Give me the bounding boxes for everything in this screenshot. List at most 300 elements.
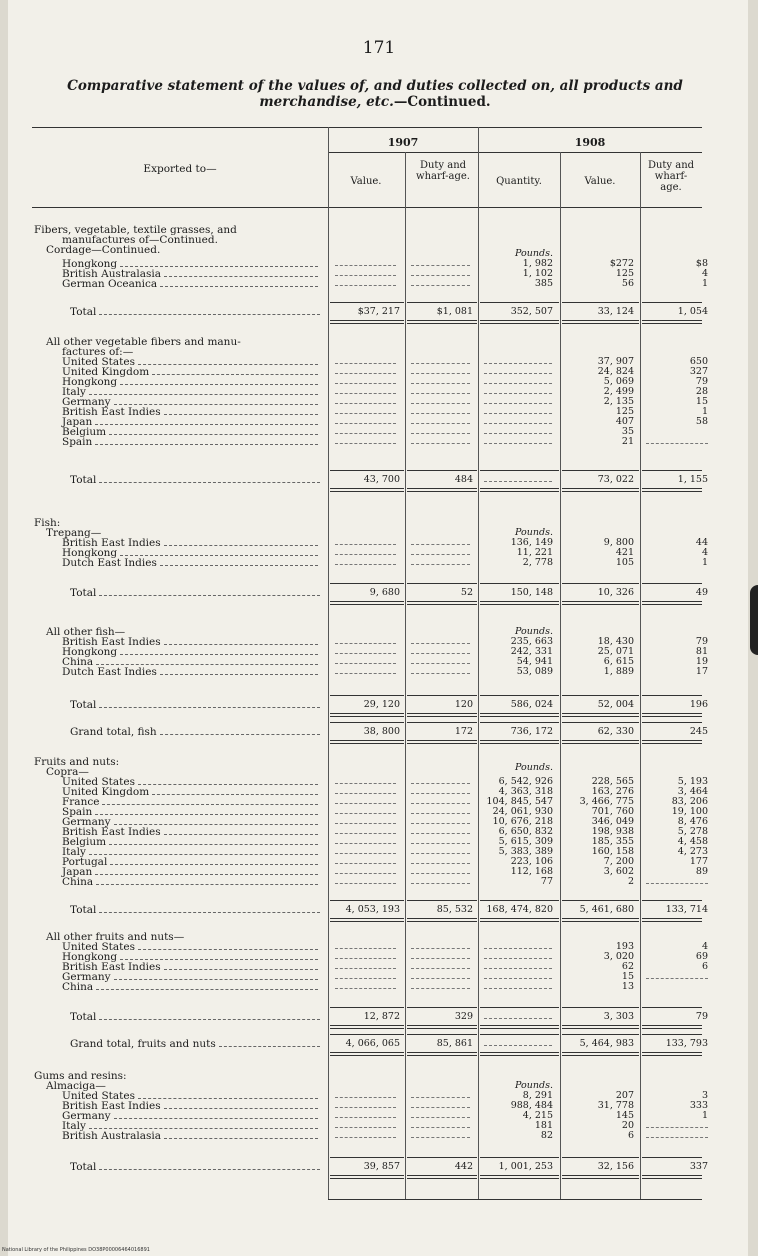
- cell-v2: 62, 330: [597, 726, 634, 737]
- row-label: British East Indies: [62, 1100, 161, 1112]
- cell-q: Pounds.: [515, 626, 553, 637]
- row-label: France: [62, 796, 100, 808]
- total-rule-above: [562, 1034, 639, 1035]
- cell-dw: 85, 532: [436, 904, 473, 915]
- leader-dots: [160, 565, 318, 566]
- total-row-label: Total: [70, 1161, 97, 1173]
- total-rule-above: [330, 302, 404, 303]
- footer-credit: National Library of the Philippines DO38P00006464016891: [2, 1247, 150, 1253]
- empty-cell-dash: [411, 413, 470, 414]
- empty-cell-dash: [335, 423, 396, 424]
- cell-q: 5, 615, 309: [498, 836, 553, 847]
- empty-cell-dash: [484, 958, 552, 959]
- leader-dots: [120, 384, 318, 385]
- row-label: All other vegetable fibers and manu-: [46, 336, 241, 348]
- total-rule-above: [330, 583, 404, 584]
- title-continued: —Continued.: [393, 94, 491, 110]
- empty-cell-dash: [411, 1097, 470, 1098]
- total-rule-below: [480, 918, 559, 922]
- cell-v2: 21: [621, 436, 634, 447]
- total-row-label: Total: [70, 587, 97, 599]
- row-label: Copra—: [46, 766, 89, 778]
- leader-dots: [160, 734, 320, 735]
- row-label: Italy: [62, 1120, 86, 1132]
- empty-cell-dash: [335, 1097, 396, 1098]
- row-label: British East Indies: [62, 537, 161, 549]
- row-label: Almaciga—: [46, 1080, 106, 1092]
- row-label: Fruits and nuts:: [34, 756, 120, 768]
- leader-dots: [109, 844, 318, 845]
- empty-cell-dash: [484, 978, 552, 979]
- row-label: Germany: [62, 971, 111, 983]
- leader-dots: [138, 1098, 318, 1099]
- header-year-1907: 1907: [387, 136, 419, 149]
- cell-q: 112, 168: [510, 866, 553, 877]
- total-rule-above: [480, 1157, 559, 1158]
- empty-cell-dash: [484, 403, 552, 404]
- empty-cell-dash: [411, 968, 470, 969]
- cell-q: Pounds.: [515, 762, 553, 773]
- cell-d2: 177: [689, 856, 708, 867]
- total-row-label: Total: [70, 1011, 97, 1023]
- total-rule-below: [407, 1052, 477, 1056]
- cell-dw: 442: [454, 1161, 473, 1172]
- row-label: Italy: [62, 846, 86, 858]
- row-label: Fibers, vegetable, textile grasses, and: [34, 224, 237, 236]
- total-rule-below: [407, 713, 477, 717]
- empty-cell-dash: [411, 443, 470, 444]
- row-label: United States: [62, 1090, 135, 1102]
- empty-cell-dash: [335, 783, 396, 784]
- total-rule-below: [642, 1025, 702, 1029]
- leader-dots: [114, 1118, 318, 1119]
- cell-v2: 10, 326: [597, 587, 634, 598]
- total-rule-below: [330, 740, 404, 744]
- cell-d2: 79: [695, 636, 708, 647]
- cell-v2: 2, 499: [603, 386, 634, 397]
- cell-d2: 333: [689, 1100, 708, 1111]
- empty-cell-dash: [335, 1117, 396, 1118]
- cell-d2: 44: [695, 537, 708, 548]
- total-rule-below: [642, 918, 702, 922]
- total-rule-above: [480, 722, 559, 723]
- cell-q: Pounds.: [515, 527, 553, 538]
- cell-q: 4, 363, 318: [498, 786, 553, 797]
- cell-v2: 56: [621, 278, 634, 289]
- total-rule-below: [407, 488, 477, 492]
- row-label: Belgium: [62, 426, 107, 438]
- leader-dots: [96, 884, 318, 885]
- row-label: British East Indies: [62, 961, 161, 973]
- cell-v2: 105: [615, 557, 634, 568]
- cell-q: 8, 291: [522, 1090, 553, 1101]
- empty-cell-dash: [335, 958, 396, 959]
- cell-q: 1, 102: [522, 268, 553, 279]
- total-rule-above: [642, 1034, 702, 1035]
- total-rule-below: [330, 713, 404, 717]
- cell-v: 29, 120: [363, 699, 400, 710]
- row-label: Belgium: [62, 836, 107, 848]
- total-rule-above: [330, 1007, 404, 1008]
- cell-d2: 79: [695, 1011, 708, 1022]
- row-label: United States: [62, 776, 135, 788]
- total-rule-above: [562, 722, 639, 723]
- total-rule-below: [407, 918, 477, 922]
- empty-cell-dash: [335, 793, 396, 794]
- cell-d2: 28: [695, 386, 708, 397]
- cell-q: Pounds.: [515, 1080, 553, 1091]
- empty-cell-dash: [335, 1127, 396, 1128]
- cell-d2: 4: [701, 941, 708, 952]
- cell-q: 736, 172: [510, 726, 553, 737]
- cell-q: 352, 507: [510, 306, 553, 317]
- cell-d2: 4: [701, 547, 708, 558]
- total-rule-below: [330, 601, 404, 605]
- empty-cell-dash: [335, 564, 396, 565]
- row-label: Hongkong: [62, 547, 118, 559]
- total-rule-below: [562, 1025, 639, 1029]
- header-duty-1907: Duty and wharf-age.: [416, 160, 470, 182]
- cell-d2: 337: [689, 1161, 708, 1172]
- total-rule-above: [407, 722, 477, 723]
- leader-dots: [102, 804, 318, 805]
- cell-v2: 2, 135: [603, 396, 634, 407]
- cell-v2: 52, 004: [597, 699, 634, 710]
- total-rule-above: [562, 583, 639, 584]
- cell-v: 43, 700: [363, 474, 400, 485]
- cell-d2: 3: [701, 1090, 708, 1101]
- total-rule-above: [330, 695, 404, 696]
- total-rule-below: [480, 1052, 559, 1056]
- leader-dots: [160, 286, 318, 287]
- empty-cell-dash: [411, 863, 470, 864]
- cell-q: 1, 001, 253: [498, 1161, 553, 1172]
- cell-q: 6, 542, 926: [498, 776, 553, 787]
- empty-cell-dash: [335, 853, 396, 854]
- empty-cell-dash: [411, 843, 470, 844]
- col-rule-4: [560, 152, 561, 1200]
- row-label: Spain: [62, 806, 93, 818]
- cell-d2: 79: [695, 376, 708, 387]
- total-rule-above: [330, 470, 404, 471]
- total-rule-above: [562, 470, 639, 471]
- cell-d2: 4, 273: [677, 846, 708, 857]
- leader-dots: [99, 482, 320, 483]
- empty-cell-dash: [484, 423, 552, 424]
- leader-dots: [164, 276, 318, 277]
- total-rule-below: [480, 740, 559, 744]
- total-rule-below: [562, 740, 639, 744]
- cell-v2: 163, 276: [591, 786, 634, 797]
- empty-cell-dash: [411, 403, 470, 404]
- cell-d2: 4: [701, 268, 708, 279]
- empty-cell-dash: [411, 813, 470, 814]
- row-label: Hongkong: [62, 376, 118, 388]
- row-label: Japan: [62, 416, 93, 428]
- total-row-label: Grand total, fish: [70, 726, 157, 738]
- empty-cell-dash: [335, 544, 396, 545]
- total-rule-above: [407, 1157, 477, 1158]
- total-rule-below: [330, 1175, 404, 1179]
- empty-cell-dash: [335, 393, 396, 394]
- empty-cell-dash: [335, 1107, 396, 1108]
- leader-dots: [120, 266, 318, 267]
- cell-v: 4, 066, 065: [345, 1038, 400, 1049]
- empty-cell-dash: [411, 1107, 470, 1108]
- total-rule-below: [642, 320, 702, 324]
- total-rule-above: [407, 583, 477, 584]
- row-label: Italy: [62, 386, 86, 398]
- empty-cell-dash: [335, 978, 396, 979]
- cell-q: 223, 106: [510, 856, 553, 867]
- cell-v2: 3, 020: [603, 951, 634, 962]
- leader-dots: [152, 374, 318, 375]
- row-label: Fish:: [34, 517, 61, 529]
- row-label: United Kingdom: [62, 366, 150, 378]
- total-rule-below: [480, 601, 559, 605]
- cell-v: $37, 217: [357, 306, 400, 317]
- cell-v2: 421: [615, 547, 634, 558]
- leader-dots: [138, 364, 318, 365]
- leader-dots: [95, 874, 318, 875]
- row-label: factures of:—: [62, 346, 134, 358]
- row-label: Hongkong: [62, 646, 118, 658]
- row-label: Dutch East Indies: [62, 666, 157, 678]
- total-rule-below: [330, 1025, 404, 1029]
- empty-cell-dash: [484, 988, 552, 989]
- total-rule-above: [642, 900, 702, 901]
- empty-cell-dash: [484, 481, 552, 482]
- leader-dots: [164, 545, 318, 546]
- leader-dots: [114, 979, 318, 980]
- cell-dw: 172: [454, 726, 473, 737]
- empty-cell-dash: [411, 793, 470, 794]
- cell-d2: 5, 193: [677, 776, 708, 787]
- total-rule-below: [642, 1175, 702, 1179]
- cell-v2: $272: [609, 258, 634, 269]
- empty-cell-dash: [411, 948, 470, 949]
- empty-cell-dash: [335, 883, 396, 884]
- row-label: German Oceanica: [62, 278, 158, 290]
- leader-dots: [120, 555, 318, 556]
- header-rule-top: [32, 127, 702, 128]
- row-label: United States: [62, 941, 135, 953]
- leader-dots: [160, 674, 318, 675]
- empty-cell-dash: [335, 948, 396, 949]
- empty-cell-dash: [411, 373, 470, 374]
- total-rule-below: [330, 1052, 404, 1056]
- cell-q: 242, 331: [510, 646, 553, 657]
- leader-dots: [95, 444, 318, 445]
- cell-d2: 1, 155: [677, 474, 708, 485]
- row-label: Hongkong: [62, 951, 118, 963]
- cell-dw: $1, 081: [436, 306, 473, 317]
- cell-v: 9, 680: [369, 587, 400, 598]
- table-rule-bottom: [328, 1199, 702, 1200]
- leader-dots: [110, 864, 318, 865]
- row-label: All other fruits and nuts—: [46, 931, 185, 943]
- cell-v2: 407: [615, 416, 634, 427]
- leader-dots: [164, 414, 318, 415]
- cell-q: 988, 484: [510, 1100, 553, 1111]
- cell-q: 235, 663: [510, 636, 553, 647]
- empty-cell-dash: [411, 883, 470, 884]
- cell-q: 136, 149: [510, 537, 553, 548]
- total-rule-above: [407, 695, 477, 696]
- cell-v2: 31, 778: [597, 1100, 634, 1111]
- cell-v2: 33, 124: [597, 306, 634, 317]
- empty-cell-dash: [484, 433, 552, 434]
- cell-d2: 6: [701, 961, 708, 972]
- cell-d2: 1: [701, 278, 708, 289]
- cell-v: 39, 857: [363, 1161, 400, 1172]
- row-label: Hongkong: [62, 258, 118, 270]
- cell-v2: 6: [627, 1130, 634, 1141]
- empty-cell-dash: [335, 275, 396, 276]
- total-rule-above: [642, 695, 702, 696]
- total-rule-below: [642, 601, 702, 605]
- cell-q: 104, 845, 547: [486, 796, 553, 807]
- row-label: British East Indies: [62, 406, 161, 418]
- cell-d2: 1: [701, 557, 708, 568]
- leader-dots: [109, 434, 318, 435]
- total-rule-above: [642, 1157, 702, 1158]
- empty-cell-dash: [335, 663, 396, 664]
- col-rule-5: [640, 152, 641, 1200]
- empty-cell-dash: [646, 1127, 708, 1128]
- empty-cell-dash: [335, 813, 396, 814]
- empty-cell-dash: [335, 803, 396, 804]
- title-text: Comparative statement of the values of, and duties collected on, all products and merchandise, etc.: [67, 78, 683, 110]
- cell-q: 1, 982: [522, 258, 553, 269]
- total-rule-below: [407, 320, 477, 324]
- cell-v2: 5, 461, 680: [579, 904, 634, 915]
- cell-q: 150, 148: [510, 587, 553, 598]
- cell-d2: 196: [689, 699, 708, 710]
- cell-d2: 19, 100: [671, 806, 708, 817]
- empty-cell-dash: [646, 883, 708, 884]
- cell-dw: 85, 861: [436, 1038, 473, 1049]
- cell-d2: $8: [695, 258, 708, 269]
- header-quantity-1908: Quantity.: [496, 176, 542, 187]
- cell-q: 54, 941: [516, 656, 553, 667]
- cell-d2: 1: [701, 406, 708, 417]
- leader-dots: [120, 959, 318, 960]
- leader-dots: [99, 595, 320, 596]
- total-rule-above: [562, 1007, 639, 1008]
- leader-dots: [99, 314, 320, 315]
- cell-v2: 15: [621, 971, 634, 982]
- cell-q: 385: [534, 278, 553, 289]
- empty-cell-dash: [484, 1045, 552, 1046]
- empty-cell-dash: [335, 988, 396, 989]
- cell-v2: 9, 800: [603, 537, 634, 548]
- empty-cell-dash: [335, 443, 396, 444]
- total-rule-below: [330, 488, 404, 492]
- leader-dots: [96, 989, 318, 990]
- leader-dots: [114, 404, 318, 405]
- cell-v2: 62: [621, 961, 634, 972]
- cell-v2: 18, 430: [597, 636, 634, 647]
- leader-dots: [89, 394, 318, 395]
- empty-cell-dash: [335, 673, 396, 674]
- cell-q: 6, 650, 832: [498, 826, 553, 837]
- row-label: manufactures of—Continued.: [62, 234, 218, 246]
- total-rule-below: [562, 713, 639, 717]
- empty-cell-dash: [411, 544, 470, 545]
- cell-d2: 133, 714: [665, 904, 708, 915]
- cell-d2: 1, 054: [677, 306, 708, 317]
- total-rule-below: [407, 1175, 477, 1179]
- header-value-1908: Value.: [584, 176, 616, 187]
- col-rule-3: [478, 127, 479, 1200]
- cell-d2: 650: [689, 356, 708, 367]
- total-row-label: Total: [70, 904, 97, 916]
- total-rule-above: [407, 470, 477, 471]
- empty-cell-dash: [335, 433, 396, 434]
- empty-cell-dash: [411, 1117, 470, 1118]
- cell-v2: 198, 938: [591, 826, 634, 837]
- empty-cell-dash: [335, 643, 396, 644]
- cell-v2: 5, 069: [603, 376, 634, 387]
- total-rule-below: [562, 488, 639, 492]
- row-label: Germany: [62, 816, 111, 828]
- total-rule-above: [330, 1034, 404, 1035]
- total-row-label: Grand total, fruits and nuts: [70, 1038, 216, 1050]
- cell-q: 24, 061, 930: [492, 806, 553, 817]
- total-rule-above: [562, 695, 639, 696]
- page-number: 171: [362, 38, 396, 58]
- empty-cell-dash: [335, 363, 396, 364]
- leader-dots: [99, 707, 320, 708]
- empty-cell-dash: [484, 968, 552, 969]
- row-label: Dutch East Indies: [62, 557, 157, 569]
- cell-v2: 37, 907: [597, 356, 634, 367]
- leader-dots: [120, 654, 318, 655]
- cell-v: 12, 872: [363, 1011, 400, 1022]
- leader-dots: [89, 1128, 318, 1129]
- cell-v2: 2: [627, 876, 634, 887]
- row-label: British East Indies: [62, 636, 161, 648]
- cell-d2: 49: [695, 587, 708, 598]
- cell-q: 2, 778: [522, 557, 553, 568]
- empty-cell-dash: [335, 554, 396, 555]
- empty-cell-dash: [411, 1137, 470, 1138]
- empty-cell-dash: [411, 423, 470, 424]
- row-label: British Australasia: [62, 268, 162, 280]
- total-rule-above: [562, 900, 639, 901]
- total-rule-below: [642, 740, 702, 744]
- total-rule-above: [480, 695, 559, 696]
- total-rule-above: [407, 1034, 477, 1035]
- empty-cell-dash: [335, 265, 396, 266]
- empty-cell-dash: [484, 383, 552, 384]
- total-rule-below: [480, 1025, 559, 1029]
- row-label: United Kingdom: [62, 786, 150, 798]
- row-label: Germany: [62, 1110, 111, 1122]
- empty-cell-dash: [335, 833, 396, 834]
- leader-dots: [95, 814, 318, 815]
- empty-cell-dash: [484, 948, 552, 949]
- row-label: Japan: [62, 866, 93, 878]
- cell-d2: 8, 476: [677, 816, 708, 827]
- leader-dots: [138, 949, 318, 950]
- cell-v2: 125: [615, 406, 634, 417]
- total-rule-below: [562, 320, 639, 324]
- empty-cell-dash: [411, 803, 470, 804]
- empty-cell-dash: [646, 1137, 708, 1138]
- total-rule-above: [562, 302, 639, 303]
